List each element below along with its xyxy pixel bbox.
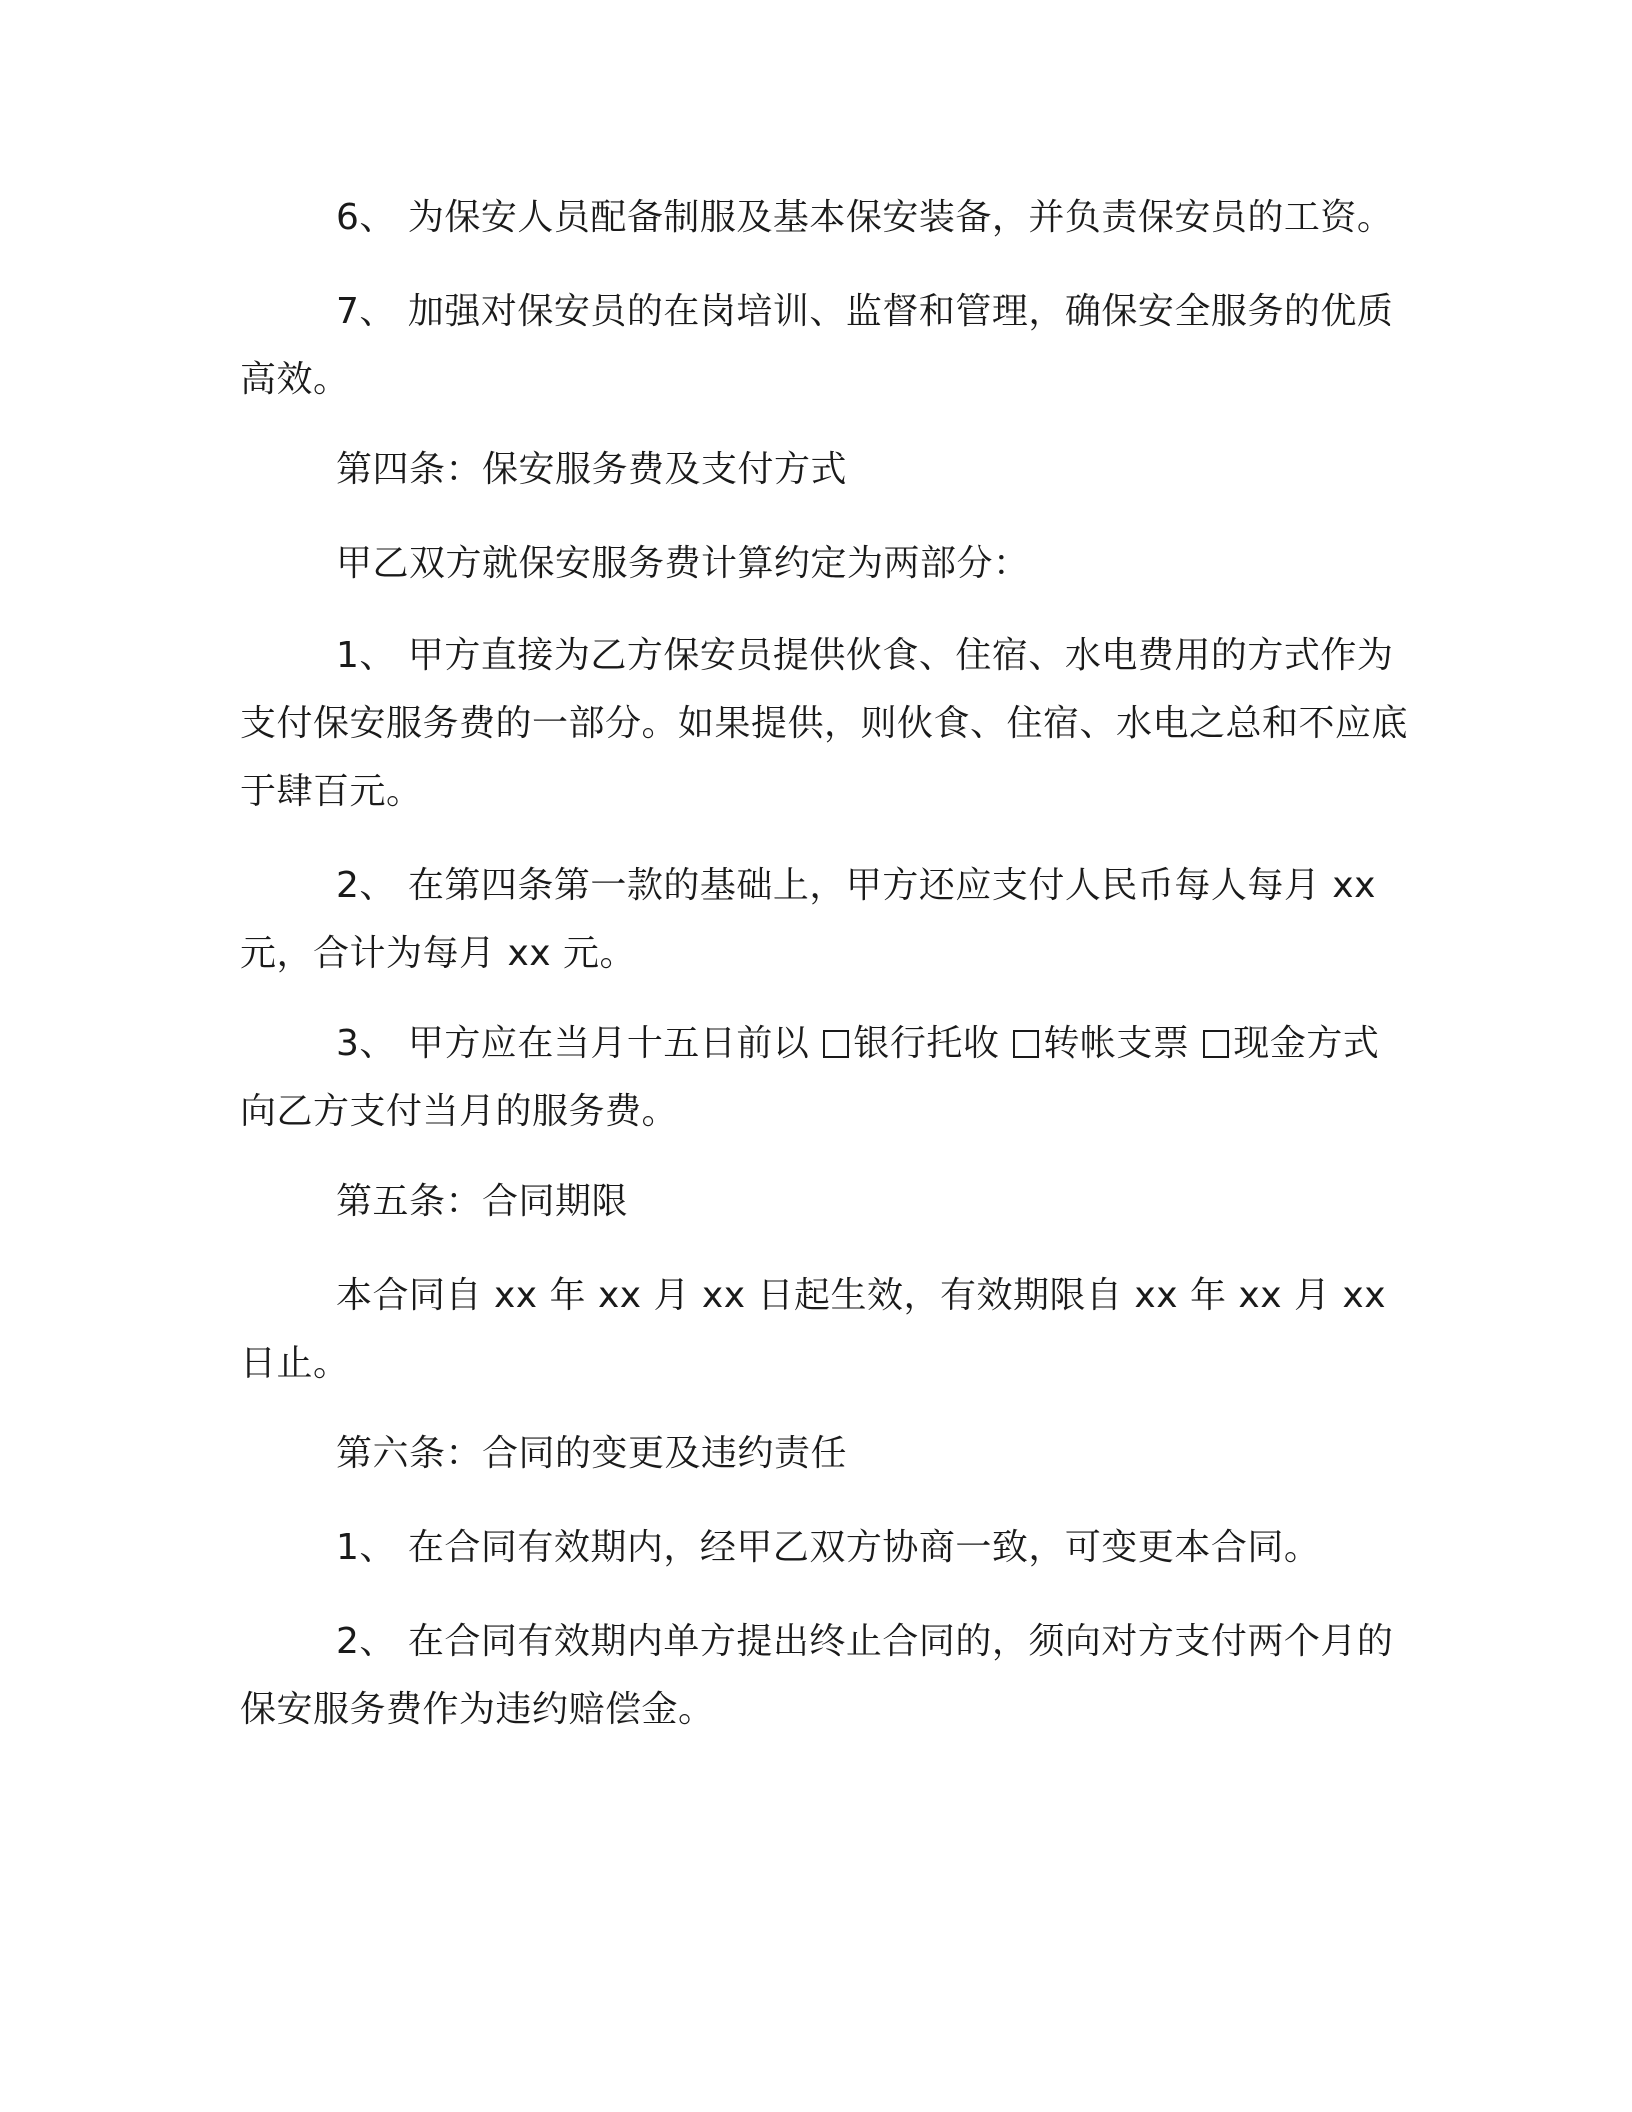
option-bank-collection-label: 银行托收	[853, 1023, 1000, 1064]
checkbox-transfer-check[interactable]	[1013, 1030, 1039, 1058]
option-transfer-check-label: 转帐支票	[1043, 1023, 1190, 1064]
article-4-clause-1: 1、 甲方直接为乙方保安员提供伙食、住宿、水电费用的方式作为支付保安服务费的一部分。如果提供，则伙食、住宿、水电之总和不应底于肆百元。	[240, 635, 1409, 812]
article-5-title: 第五条：合同期限	[336, 1181, 629, 1222]
clause-3-text: 3、 甲方应在当月十五日前以	[336, 1023, 810, 1064]
article-6-clause-1: 1、 在合同有效期内，经甲乙双方协商一致，可变更本合同。	[336, 1527, 1321, 1568]
checkbox-cash[interactable]	[1203, 1030, 1229, 1058]
checkbox-bank-collection[interactable]	[823, 1030, 849, 1058]
clause-7: 7、 加强对保安员的在岗培训、监督和管理，确保安全服务的优质高效。	[240, 291, 1394, 400]
article-4-intro: 甲乙双方就保安服务费计算约定为两部分：	[336, 543, 1030, 584]
article-5-body: 本合同自 xx 年 xx 月 xx 日起生效，有效期限自 xx 年 xx 月 xx 日止。	[240, 1275, 1387, 1384]
article-6-clause-2: 2、 在合同有效期内单方提出终止合同的，须向对方支付两个月的保安服务费作为违约赔偿金。	[240, 1621, 1394, 1730]
article-6-title: 第六条：合同的变更及违约责任	[336, 1433, 848, 1474]
clause-6: 6、 为保安人员配备制服及基本保安装备，并负责保安员的工资。	[336, 197, 1394, 238]
article-4-clause-2: 2、 在第四条第一款的基础上，甲方还应支付人民币每人每月 xx 元，合计为每月 xx 元。	[240, 865, 1376, 974]
article-4-title: 第四条：保安服务费及支付方式	[336, 449, 848, 490]
option-cash-label: 现金方式向乙方支付当月的服务费。	[240, 1023, 1380, 1132]
article-4-clause-3	[240, 1010, 1410, 1146]
